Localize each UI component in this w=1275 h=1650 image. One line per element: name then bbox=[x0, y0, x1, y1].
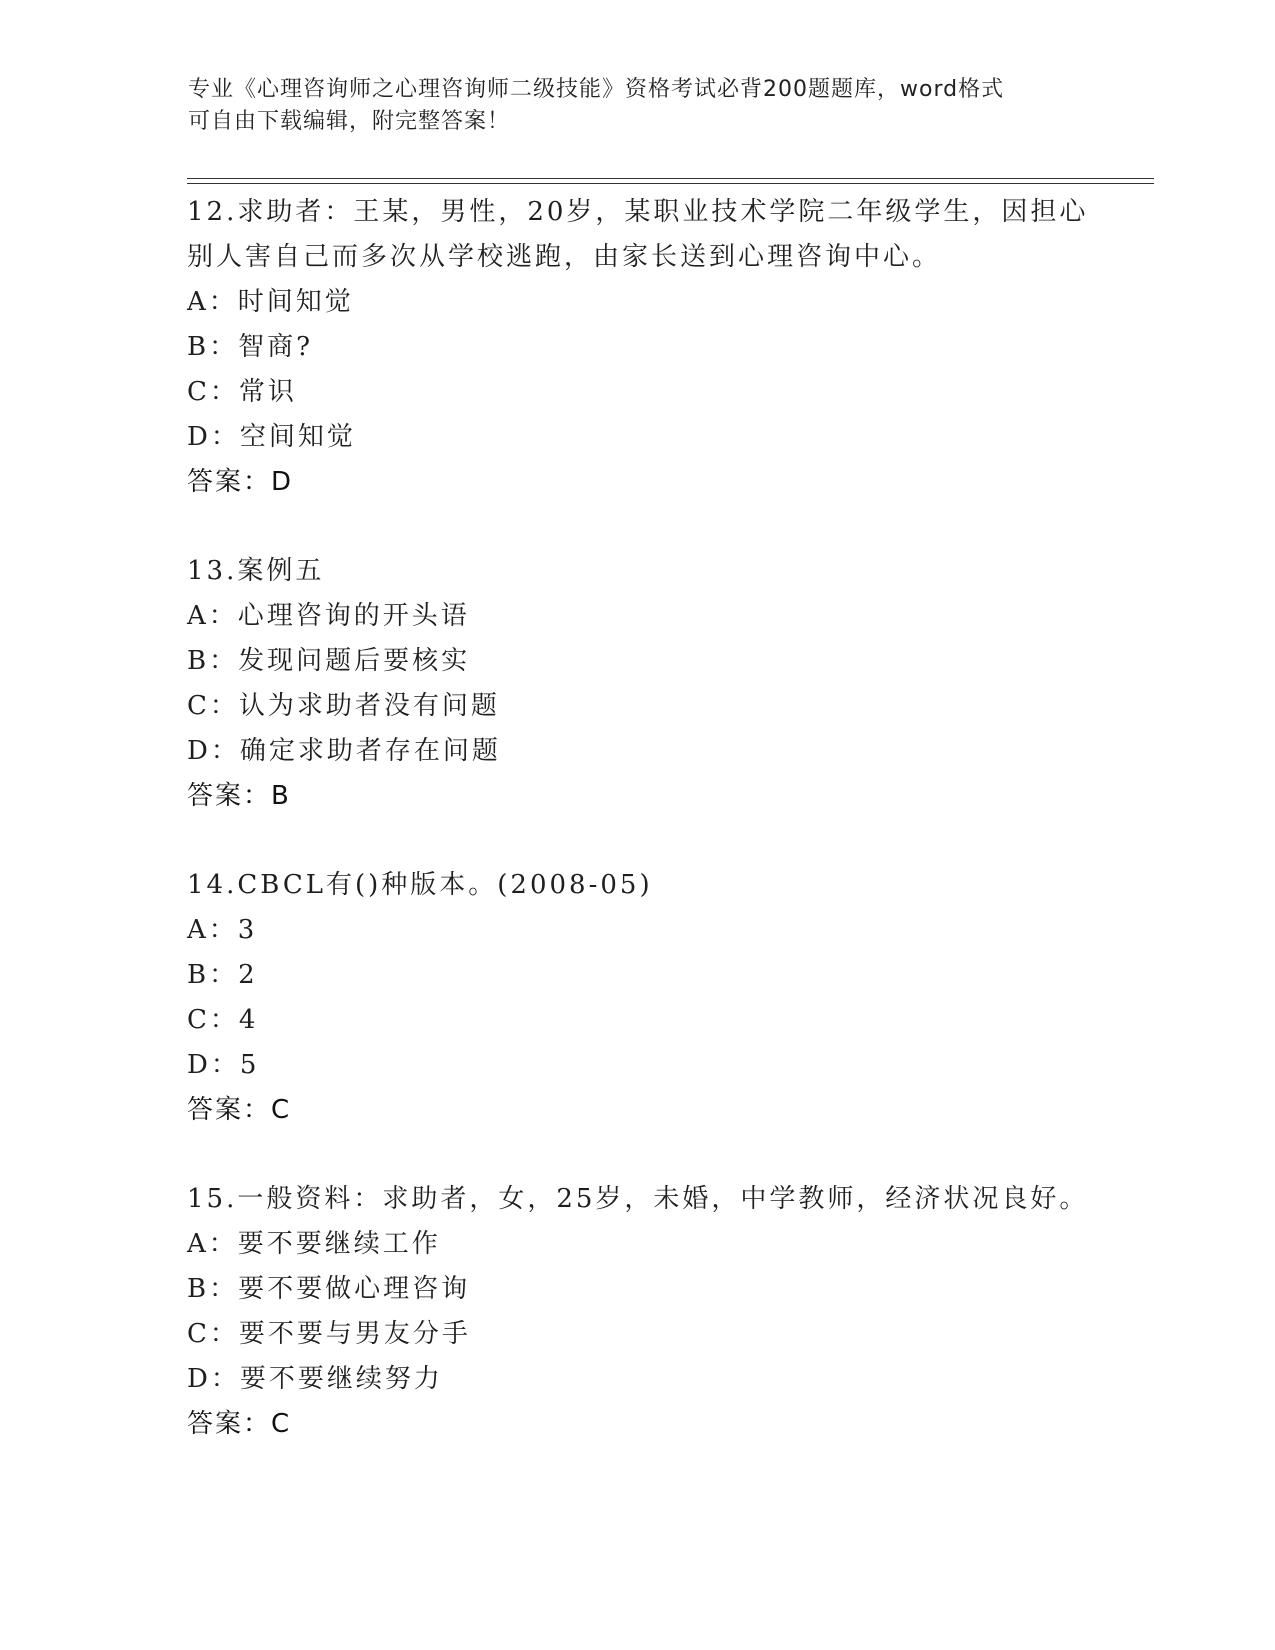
option-a: A：要不要继续工作 bbox=[187, 1229, 441, 1259]
question-list bbox=[187, 190, 1147, 1491]
option-d: D：确定求助者存在问题 bbox=[187, 736, 501, 766]
question-stem: 15.一般资料：求助者，女，25岁，未婚，中学教师，经济状况良好。 bbox=[187, 1184, 1089, 1214]
document-header bbox=[188, 74, 1088, 138]
option-d: D：空间知觉 bbox=[187, 422, 356, 452]
question-12 bbox=[187, 190, 1147, 505]
answer: 答案：B bbox=[187, 781, 291, 811]
option-c: C：常识 bbox=[187, 377, 297, 407]
option-a: A：时间知觉 bbox=[187, 287, 354, 317]
option-c: C：要不要与男友分手 bbox=[187, 1319, 471, 1349]
answer: 答案：D bbox=[187, 467, 294, 497]
question-13 bbox=[187, 549, 1147, 819]
option-a: A：3 bbox=[187, 915, 258, 945]
option-c: C：认为求助者没有问题 bbox=[187, 691, 500, 721]
option-a: A：心理咨询的开头语 bbox=[187, 601, 470, 631]
question-stem: 别人害自己而多次从学校逃跑，由家长送到心理咨询中心。 bbox=[187, 242, 942, 272]
question-14 bbox=[187, 863, 1147, 1133]
answer: 答案：C bbox=[187, 1095, 292, 1125]
header-line-1: 专业《心理咨询师之心理咨询师二级技能》资格考试必背200题题库，word格式 bbox=[188, 77, 1005, 102]
option-d: D：要不要继续努力 bbox=[187, 1364, 443, 1394]
option-b: B：要不要做心理咨询 bbox=[187, 1274, 471, 1304]
header-divider-top bbox=[187, 178, 1154, 179]
header-line-2: 可自由下载编辑，附完整答案！ bbox=[188, 109, 511, 134]
answer: 答案：C bbox=[187, 1409, 292, 1439]
option-d: D：5 bbox=[187, 1050, 260, 1080]
option-b: B：智商? bbox=[187, 332, 314, 362]
question-15 bbox=[187, 1177, 1147, 1447]
option-b: B：发现问题后要核实 bbox=[187, 646, 471, 676]
header-divider-bottom bbox=[187, 183, 1154, 184]
question-stem: 14.CBCL有()种版本。(2008-05) bbox=[187, 870, 653, 900]
option-c: C：4 bbox=[187, 1005, 259, 1035]
option-b: B：2 bbox=[187, 960, 258, 990]
question-stem: 13.案例五 bbox=[187, 556, 325, 586]
question-stem: 12.求助者：王某，男性，20岁，某职业技术学院二年级学生，因担心 bbox=[187, 197, 1089, 227]
